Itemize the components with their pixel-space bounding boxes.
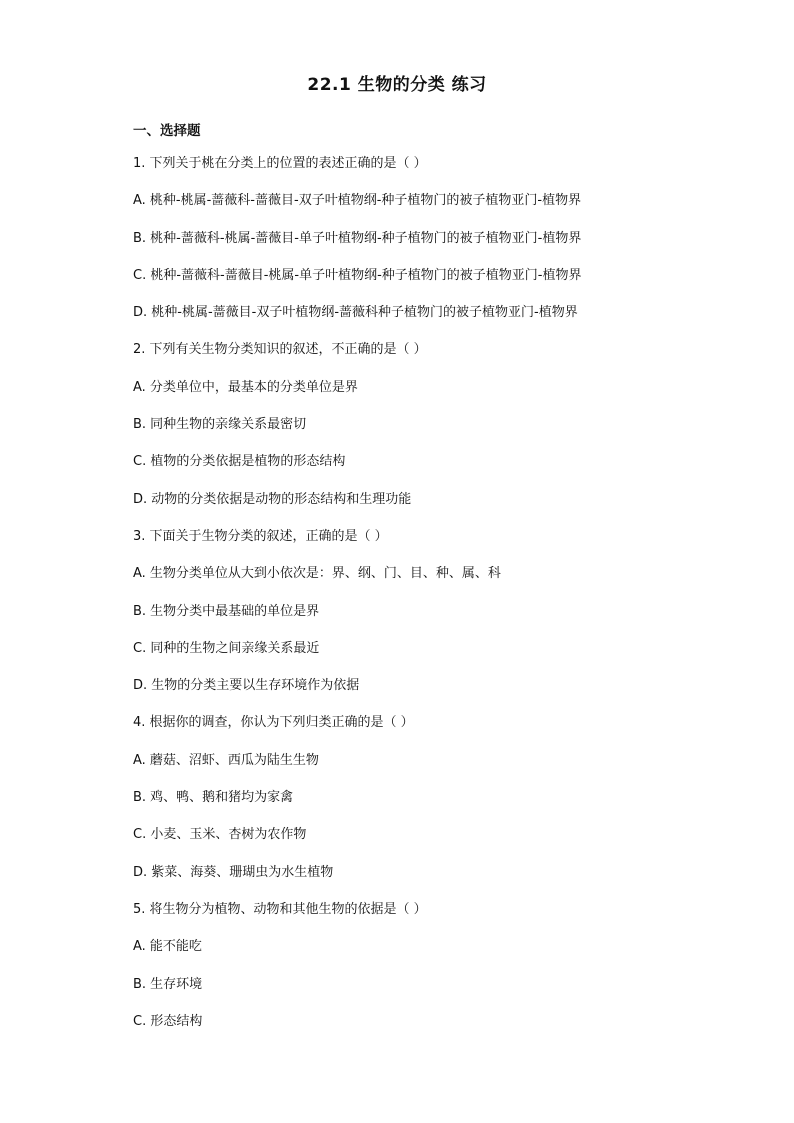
option-5a: A. 能不能吃: [133, 939, 202, 955]
question-list: [133, 155, 773, 1050]
option-2a: A. 分类单位中，最基本的分类单位是界: [133, 379, 358, 395]
option-4b: B. 鸡、鸭、鹅和猪均为家禽: [133, 790, 294, 806]
section-heading: 一、选择题: [133, 123, 201, 139]
option-3b: B. 生物分类中最基础的单位是界: [133, 603, 320, 619]
option-4a: A. 蘑菇、沼虾、西瓜为陆生生物: [133, 752, 319, 768]
option-5c: C. 形态结构: [133, 1013, 203, 1029]
option-2c: C. 植物的分类依据是植物的形态结构: [133, 454, 346, 470]
question-5: 5. 将生物分为植物、动物和其他生物的依据是（ ）: [133, 901, 427, 917]
option-4c: C. 小麦、玉米、杏树为农作物: [133, 827, 307, 843]
option-3d: D. 生物的分类主要以生存环境作为依据: [133, 678, 360, 694]
option-2b: B. 同种生物的亲缘关系最密切: [133, 417, 307, 433]
question-2: 2. 下列有关生物分类知识的叙述，不正确的是（ ）: [133, 342, 427, 358]
option-1c: C. 桃种-蔷薇科-蔷薇目-桃属-单子叶植物纲-种子植物门的被子植物亚门-植物界: [133, 267, 582, 283]
page-title: 22.1 生物的分类 练习: [307, 75, 487, 95]
option-1a: A. 桃种-桃属-蔷薇科-蔷薇目-双子叶植物纲-种子植物门的被子植物亚门-植物界: [133, 193, 582, 209]
option-1b: B. 桃种-蔷薇科-桃属-蔷薇目-单子叶植物纲-种子植物门的被子植物亚门-植物界: [133, 230, 582, 246]
option-3c: C. 同种的生物之间亲缘关系最近: [133, 640, 320, 656]
question-4: 4. 根据你的调查，你认为下列归类正确的是（ ）: [133, 715, 414, 731]
question-3: 3. 下面关于生物分类的叙述，正确的是（ ）: [133, 528, 388, 544]
option-5b: B. 生存环境: [133, 976, 203, 992]
option-4d: D. 紫菜、海葵、珊瑚虫为水生植物: [133, 864, 334, 880]
question-1: 1. 下列关于桃在分类上的位置的表述正确的是（ ）: [133, 156, 427, 171]
option-2d: D. 动物的分类依据是动物的形态结构和生理功能: [133, 491, 412, 507]
option-3a: A. 生物分类单位从大到小依次是：界、纲、门、目、种、属、科: [133, 566, 501, 582]
option-1d: D. 桃种-桃属-蔷薇目-双子叶植物纲-蔷薇科种子植物门的被子植物亚门-植物界: [133, 305, 578, 321]
